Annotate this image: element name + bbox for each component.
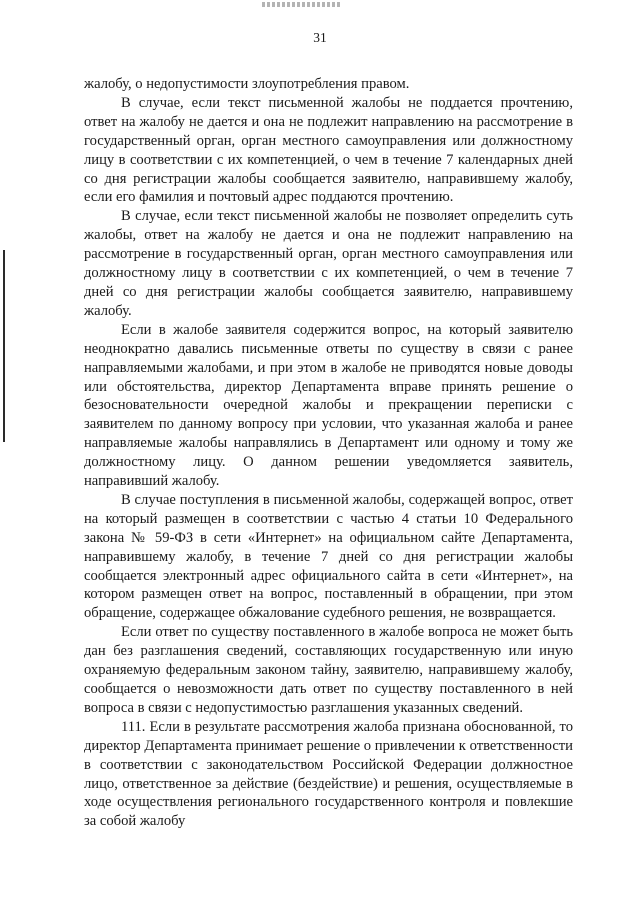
page-number: 31 [313,30,327,45]
paragraph-internet-answer: В случае поступления в письменной жалобы, содержащей вопрос, ответ на который размещен в соответствии с частью 4 статьи 10 Федерального закона № 59-ФЗ в сети «Интернет» на официальном сайте Департамента, направившему жалобу, в течение 7 дней со дня регистрации жалобы сообщается электронный адрес официального сайта в сети «Интернет», на котором размещен ответ на вопрос, поставленный в обращении, при этом обращение, содержащее обжалование судебного решения, не возвращается. [84,491,573,622]
paragraph-111: 111. Если в результате рассмотрения жалоба признана обоснованной, то директор Департамента принимает решение о привлечении к ответственности в соответствии с законодательством Российской Федерации должностное лицо, ответственное за действие (бездействие) и решения, осуществляемые в ходе осуществления регионального государственного контроля и повлекшие за собой жалобу [84,718,573,830]
margin-mark [3,250,5,442]
paragraph-continuation: жалобу, о недопустимости злоупотребления правом. [84,76,410,92]
paragraph-state-secret: Если ответ по существу поставленного в жалобе вопроса не может быть дан без разглашения сведений, составляющих государственную или иную охраняемую федеральным законом тайну, заявителю, направившему жалобу, сообщается о невозможности дать ответ по существу поставленного в ней вопроса в связи с недопустимостью разглашения указанных сведений. [84,624,573,716]
paragraph-repeated-question: Если в жалобе заявителя содержится вопрос, на который заявителю неоднократно давались письменные ответы по существу в связи с ранее направляемыми жалобами, и при этом в жалобе не приводятся новые доводы или обстоятельства, директор Департамента вправе принять решение о безосновательности очередной жалобы и прекращении переписки с заявителем по данному вопросу при условии, что указанная жалоба и ранее направляемые жалобы направлялись в Департамент или одному и тому же должностному лицу. О данном решении уведомляется заявитель, направивший жалобу. [84,321,573,490]
scan-artifact [262,2,342,7]
paragraph-undetermined-essence: В случае, если текст письменной жалобы не позволяет определить суть жалобы, ответ на жалобу не дается и она не подлежит направлению на рассмотрение в государственный орган, орган местного самоуправления или должностному лицу в соответствии с их компетенцией, о чем в течение 7 дней со дня регистрации жалобы сообщается заявителю, направившему жалобу. [84,208,573,319]
paragraph-unreadable-text: В случае, если текст письменной жалобы не поддается прочтению, ответ на жалобу не дается и она не подлежит направлению на рассмотрение в государственный орган, орган местного самоуправления или должностному лицу в соответствии с их компетенцией, о чем в течение 7 календарных дней со дня регистрации жалобы сообщается заявителю, направившему жалобу, если его фамилия и почтовый адрес поддаются прочтению. [84,94,573,206]
text-column [84,75,573,831]
